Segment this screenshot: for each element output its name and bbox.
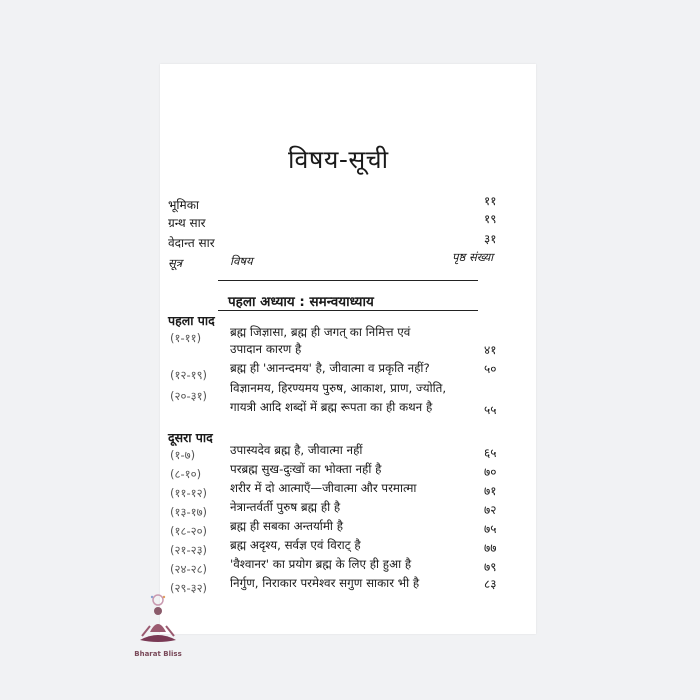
toc-entry-text: निर्गुण, निराकार परमेश्वर सगुण साकार भी है bbox=[230, 576, 420, 590]
front-matter-label: ग्रन्थ सार bbox=[168, 216, 206, 230]
divider bbox=[218, 280, 478, 281]
front-matter-page: ३१ bbox=[484, 232, 497, 246]
toc-entry-text: 'वैश्वानर' का प्रयोग ब्रह्म के लिए ही हुआ है bbox=[230, 557, 412, 571]
front-matter-page: ११ bbox=[484, 194, 497, 208]
toc-entry-text: गायत्री आदि शब्दों में ब्रह्म रूपता का ही कथन है bbox=[230, 400, 433, 414]
book-page bbox=[160, 64, 536, 634]
sutra-range: (८-१०) bbox=[170, 467, 202, 481]
toc-entry-text: उपास्यदेव ब्रह्म है, जीवात्मा नहीं bbox=[230, 443, 363, 457]
sutra-range: (१२-१९) bbox=[170, 368, 208, 382]
toc-page-number: ५० bbox=[484, 362, 497, 376]
pada-heading: पहला पाद bbox=[168, 313, 215, 328]
sutra-range: (११-१२) bbox=[170, 486, 208, 500]
pada-heading: दूसरा पाद bbox=[168, 430, 213, 445]
brand-watermark-text: Bharat Bliss bbox=[134, 650, 182, 658]
toc-entry-text: ब्रह्म ही सबका अन्तर्यामी है bbox=[230, 519, 343, 533]
toc-page-number: ७२ bbox=[484, 503, 497, 517]
toc-entry-text: नेत्रान्तर्वर्ती पुरुष ब्रह्म ही है bbox=[230, 500, 341, 514]
toc-entry-text: विज्ञानमय, हिरण्यमय पुरुष, आकाश, प्राण, ज्योति, bbox=[230, 381, 447, 395]
divider bbox=[218, 310, 478, 311]
front-matter-label: वेदान्त सार bbox=[168, 236, 215, 250]
toc-page-number: ७० bbox=[484, 465, 497, 479]
toc-entry-text: ब्रह्म अदृश्य, सर्वज्ञ एवं विराट् है bbox=[230, 538, 361, 552]
sutra-range: (१३-१७) bbox=[170, 505, 208, 519]
brand-watermark bbox=[130, 592, 186, 672]
sutra-range: (१-७) bbox=[170, 448, 196, 462]
meditation-figure-icon bbox=[130, 592, 186, 650]
chapter-title: पहला अध्याय : समन्वयाध्याय bbox=[228, 294, 374, 310]
page-title: विषय-सूची bbox=[288, 145, 389, 174]
toc-page-number: ७९ bbox=[484, 560, 497, 574]
toc-page-number: ७१ bbox=[484, 484, 497, 498]
sutra-range: (१-११) bbox=[170, 331, 202, 345]
sutra-range: (२१-२३) bbox=[170, 543, 208, 557]
toc-entry-text: ब्रह्म ही 'आनन्दमय' है, जीवात्मा व प्रकृति नहीं? bbox=[230, 361, 430, 375]
toc-entry-text: शरीर में दो आत्माएँ—जीवात्मा और परमात्मा bbox=[230, 481, 417, 495]
column-head-sutra: सूत्र bbox=[168, 256, 183, 270]
toc-page-number: ४१ bbox=[484, 343, 497, 357]
toc-page-number: ५५ bbox=[484, 403, 497, 417]
sutra-range: (२०-३१) bbox=[170, 389, 208, 403]
toc-entry-text: परब्रह्म सुख-दुःखों का भोक्ता नहीं है bbox=[230, 462, 382, 476]
sutra-range: (२४-२८) bbox=[170, 562, 208, 576]
toc-page-number: ७५ bbox=[484, 522, 497, 536]
toc-page-number: ७७ bbox=[484, 541, 497, 555]
front-matter-label: भूमिका bbox=[168, 198, 200, 212]
toc-entry-text: उपादान कारण है bbox=[230, 342, 302, 356]
toc-page-number: ६५ bbox=[484, 446, 497, 460]
sutra-range: (२९-३२) bbox=[170, 581, 208, 595]
column-head-subject: विषय bbox=[230, 254, 253, 268]
toc-page-number: ८३ bbox=[484, 577, 497, 591]
toc-entry-text: ब्रह्म जिज्ञासा, ब्रह्म ही जगत् का निमित्त एवं bbox=[230, 325, 411, 339]
front-matter-page: १९ bbox=[484, 212, 497, 226]
sutra-range: (१८-२०) bbox=[170, 524, 208, 538]
column-head-page: पृष्ठ संख्या bbox=[452, 250, 494, 264]
